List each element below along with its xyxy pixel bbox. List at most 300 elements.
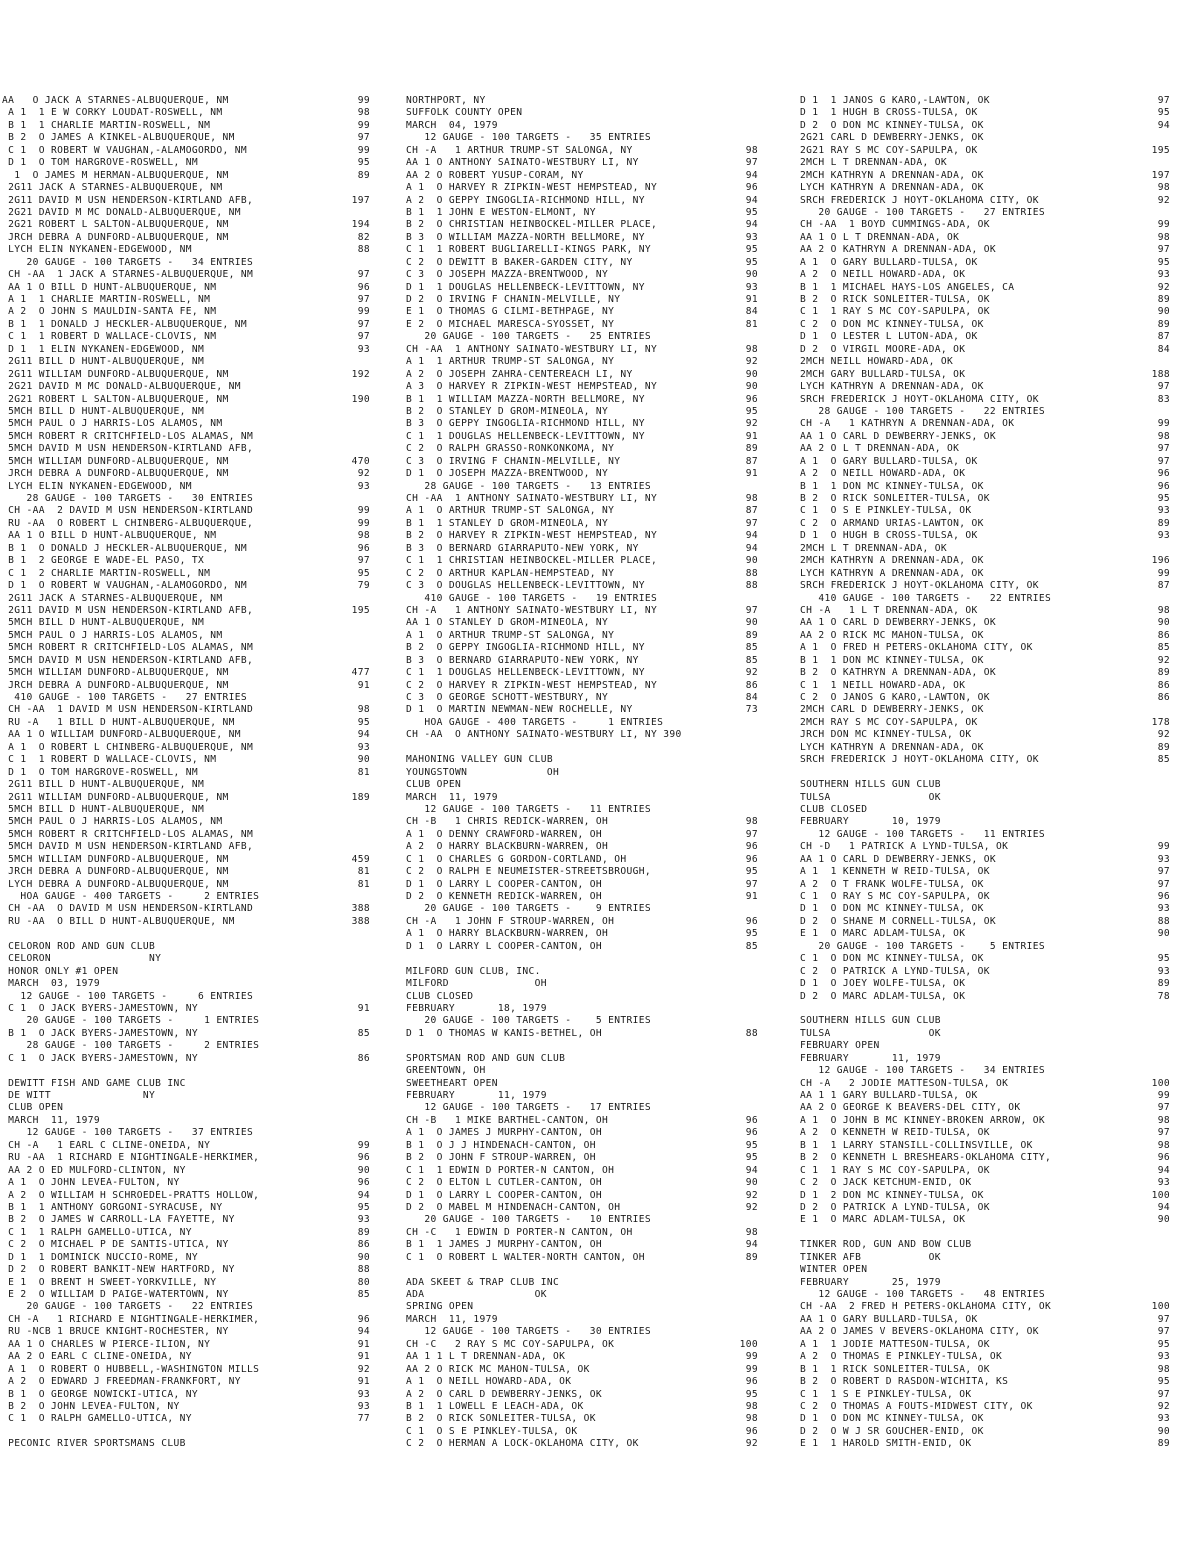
result-line	[2, 1190, 372, 1202]
score-value: 388	[351, 915, 370, 927]
score-value: 90	[357, 1164, 370, 1176]
score-value: 97	[357, 555, 370, 567]
line-text: C 1 O RALPH GAMELLO-UTICA, NY	[2, 1413, 192, 1425]
score-value: 99	[1157, 418, 1170, 430]
line-text: D 1 1 ELIN NYKANEN-EDGEWOOD, NM	[2, 343, 205, 355]
result-line	[2, 953, 372, 965]
result-line	[2, 456, 372, 468]
score-value: 97	[1157, 443, 1170, 455]
line-text: CH -AA 1 DAVID M USN HENDERSON-KIRTLAND	[2, 704, 254, 716]
result-line	[406, 107, 760, 119]
line-text: 410 GAUGE - 100 TARGETS - 19 ENTRIES	[406, 592, 658, 604]
line-text: C 1 O RAY S MC COY-SAPULPA, OK	[800, 891, 990, 902]
result-line	[406, 1003, 760, 1015]
line-text: SRCH FREDERICK J HOYT-OKLAHOMA CITY, OK	[800, 393, 1039, 405]
score-value: 93	[745, 231, 758, 243]
result-line	[406, 841, 760, 853]
score-value: 88	[745, 580, 758, 592]
result-line	[2, 1438, 372, 1450]
result-line	[2, 182, 372, 194]
score-value: 97	[745, 828, 758, 840]
score-value: 94	[357, 1326, 370, 1338]
result-line	[800, 481, 1172, 493]
line-text: C 1 1 RALPH GAMELLO-UTICA, NY	[2, 1226, 192, 1238]
line-text: AA 1 O CARL D DEWBERRY-JENKS, OK	[800, 430, 997, 442]
line-text: C 1 O CHARLES G GORDON-CORTLAND, OH	[406, 853, 627, 865]
score-value: 90	[357, 1251, 370, 1263]
score-value: 98	[1157, 1363, 1170, 1375]
result-line	[406, 95, 760, 107]
line-text: A 2 O NEILL HOWARD-ADA, OK	[800, 468, 966, 480]
line-text: LYCH KATHRYN A DRENNAN-ADA, OK	[800, 741, 984, 753]
line-text: D 1 O LARRY L COOPER-CANTON, OH	[406, 878, 603, 890]
result-line	[406, 1090, 760, 1102]
result-line	[406, 966, 760, 978]
score-value: 93	[357, 1400, 370, 1412]
line-text: E 2 O MICHAEL MARESCA-SYOSSET, NY	[406, 318, 615, 330]
result-line	[800, 443, 1172, 455]
line-text: CH -A 2 JODIE MATTESON-TULSA, OK	[800, 1077, 1009, 1089]
result-line	[800, 1202, 1172, 1214]
score-value: 99	[357, 119, 370, 131]
result-line	[2, 1028, 372, 1040]
line-text: 2MCH GARY BULLARD-TULSA, OK	[800, 368, 966, 380]
score-value: 91	[357, 1351, 370, 1363]
line-text: TULSA OK	[800, 1027, 941, 1039]
result-line	[2, 792, 372, 804]
score-value: 96	[745, 915, 758, 927]
result-line	[800, 617, 1172, 629]
score-value: 91	[357, 1338, 370, 1350]
line-text: D 1 O JOSEPH MAZZA-BRENTWOOD, NY	[406, 468, 609, 480]
result-line	[2, 431, 372, 443]
result-line	[800, 555, 1172, 567]
score-value: 99	[745, 1363, 758, 1375]
result-line	[406, 170, 760, 182]
result-line	[406, 555, 760, 567]
line-text: CH -AA 1 BOYD CUMMINGS-ADA, OK	[800, 219, 990, 231]
score-value: 86	[1157, 692, 1170, 703]
score-value: 89	[1157, 978, 1170, 990]
score-value: 85	[745, 642, 758, 654]
result-line	[800, 816, 1172, 828]
line-text: 2G21 DAVID M MC DONALD-ALBUQUERQUE, NM	[2, 381, 241, 393]
line-text: 2MCH RAY S MC COY-SAPULPA, OK	[800, 716, 978, 728]
line-text: 20 GAUGE - 100 TARGETS - 1 ENTRIES	[2, 1015, 260, 1027]
line-text: 20 GAUGE - 100 TARGETS - 27 ENTRIES	[800, 206, 1046, 218]
line-text: GREENTOWN, OH	[406, 1065, 486, 1077]
result-line	[800, 1040, 1172, 1052]
line-text: 12 GAUGE - 100 TARGETS - 48 ENTRIES	[800, 1289, 1046, 1300]
result-line	[406, 394, 760, 406]
line-text: CELORON NY	[2, 953, 162, 965]
result-line	[406, 306, 760, 318]
score-value: 196	[1151, 555, 1170, 567]
line-text: RU -AA 1 RICHARD E NIGHTINGALE-HERKIMER,	[2, 1152, 260, 1164]
result-line	[2, 767, 372, 779]
score-value: 98	[1157, 1139, 1170, 1151]
result-line	[2, 1165, 372, 1177]
line-text: AA 2 O RICK MC MAHON-TULSA, OK	[800, 629, 984, 641]
line-text: CH -C 1 EDWIN D PORTER-N CANTON, OH	[406, 1226, 633, 1238]
line-text: B 1 1 DON MC KINNEY-TULSA, OK	[800, 654, 984, 666]
result-line	[2, 655, 372, 667]
score-value: 95	[1157, 1376, 1170, 1388]
result-line	[800, 704, 1172, 716]
line-text: C 2 O RALPH GRASSO-RONKONKOMA, NY	[406, 443, 615, 455]
result-line	[406, 1277, 760, 1289]
line-text: C 1 1 EDWIN D PORTER-N CANTON, OH	[406, 1164, 615, 1176]
score-value: 93	[1157, 965, 1170, 977]
score-value: 97	[1157, 878, 1170, 890]
line-text: WINTER OPEN	[800, 1264, 868, 1276]
line-text: 12 GAUGE - 100 TARGETS - 6 ENTRIES	[2, 990, 254, 1002]
result-line	[800, 841, 1172, 853]
line-text: 5MCH BILL D HUNT-ALBUQUERQUE, NM	[2, 803, 205, 815]
line-text: B 2 O RICK SONLEITER-TULSA, OK	[800, 294, 990, 305]
result-line	[800, 779, 1172, 791]
result-line	[406, 1376, 760, 1388]
score-value: 84	[1157, 343, 1170, 355]
score-value: 90	[745, 381, 758, 393]
line-text: AA 1 O BILL D HUNT-ALBUQUERQUE, NM	[2, 281, 217, 293]
score-value: 89	[1157, 1438, 1170, 1450]
result-line	[800, 182, 1172, 194]
score-value: 93	[1157, 530, 1170, 542]
line-text: CH -A 1 KATHRYN A DRENNAN-ADA, OK	[800, 418, 1015, 430]
score-value: 93	[1157, 269, 1170, 281]
line-text: AA 2 O L T DRENNAN-ADA, OK	[800, 443, 960, 455]
result-line	[800, 195, 1172, 207]
line-text: AA 1 O CHARLES W PIERCE-ILION, NY	[2, 1338, 211, 1350]
result-line	[2, 1364, 372, 1376]
result-line	[406, 543, 760, 555]
result-line	[406, 207, 760, 219]
result-line	[406, 219, 760, 231]
line-text: D 2 O KENNETH REDICK-WARREN, OH	[406, 891, 603, 902]
result-line	[800, 580, 1172, 592]
result-line	[2, 1140, 372, 1152]
line-text: B 1 1 CHARLIE MARTIN-ROSWELL, NM	[2, 119, 211, 131]
line-text: 12 GAUGE - 100 TARGETS - 11 ENTRIES	[406, 803, 652, 815]
line-text: B 2 O RICK SONLEITER-TULSA, OK	[800, 493, 990, 504]
result-line	[2, 568, 372, 580]
line-text: E 1 O THOMAS G CILMI-BETHPAGE, NY	[406, 306, 615, 318]
result-line	[2, 418, 372, 430]
line-text: A 1 O FRED H PETERS-OKLAHOMA CITY, OK	[800, 642, 1033, 654]
result-line	[406, 680, 760, 692]
result-line	[2, 717, 372, 729]
line-text: 2G21 CARL D DEWBERRY-JENKS, OK	[800, 132, 984, 144]
result-line	[800, 493, 1172, 505]
line-text: CH -AA 1 ANTHONY SAINATO-WESTBURY LI, NY	[406, 343, 658, 355]
score-value: 98	[745, 144, 758, 156]
result-line	[406, 1351, 760, 1363]
result-line	[406, 431, 760, 443]
line-text: 5MCH PAUL O J HARRIS-LOS ALAMOS, NM	[2, 418, 223, 430]
score-value: 96	[745, 853, 758, 865]
result-line	[2, 1401, 372, 1413]
result-line	[2, 1277, 372, 1289]
score-value: 98	[1157, 1114, 1170, 1126]
result-line	[406, 804, 760, 816]
line-text: A 1 O DENNY CRAWFORD-WARREN, OH	[406, 828, 603, 840]
line-text: MARCH 04, 1979	[406, 119, 498, 131]
result-line	[800, 891, 1172, 903]
line-text: C 2 O ELTON L CUTLER-CANTON, OH	[406, 1177, 603, 1189]
result-line	[2, 282, 372, 294]
score-value: 88	[745, 567, 758, 579]
result-line	[800, 468, 1172, 480]
score-value: 96	[357, 281, 370, 293]
line-text: 2G11 JACK A STARNES-ALBUQUERQUE, NM	[2, 592, 223, 604]
result-line	[800, 1078, 1172, 1090]
line-text: JRCH DEBRA A DUNFORD-ALBUQUERQUE, NM	[2, 231, 229, 243]
result-line	[406, 854, 760, 866]
score-value: 73	[745, 704, 758, 716]
result-line	[800, 319, 1172, 331]
line-text: 410 GAUGE - 100 TARGETS - 22 ENTRIES	[800, 592, 1052, 604]
score-value: 99	[1157, 841, 1170, 853]
score-value: 95	[1157, 953, 1170, 965]
line-text: C 3 O GEORGE SCHOTT-WESTBURY, NY	[406, 692, 609, 703]
score-value: 90	[1157, 928, 1170, 940]
result-line	[406, 344, 760, 356]
line-text: SRCH FREDERICK J HOYT-OKLAHOMA CITY, OK	[800, 754, 1039, 766]
result-line	[2, 157, 372, 169]
score-value: 97	[745, 878, 758, 890]
score-value: 194	[351, 219, 370, 231]
result-line	[800, 941, 1172, 953]
score-value: 93	[357, 741, 370, 753]
line-text: FEBRUARY 18, 1979	[406, 1002, 547, 1014]
result-line	[2, 207, 372, 219]
line-text: 2G11 WILLIAM DUNFORD-ALBUQUERQUE, NM	[2, 368, 229, 380]
line-text: AA 2 O GEORGE K BEAVERS-DEL CITY, OK	[800, 1102, 1021, 1114]
line-text: MARCH 03, 1979	[2, 978, 101, 990]
score-value: 93	[1157, 1351, 1170, 1363]
line-text: A 2 O WILLIAM H SCHROEDEL-PRATTS HOLLOW,	[2, 1189, 260, 1201]
result-line	[406, 493, 760, 505]
result-line	[2, 555, 372, 567]
result-line	[406, 729, 760, 741]
line-text: D 2 O MARC ADLAM-TULSA, OK	[800, 990, 966, 1002]
line-text: CELORON ROD AND GUN CLUB	[2, 940, 156, 952]
result-line	[2, 505, 372, 517]
score-value: 96	[745, 841, 758, 853]
result-line	[800, 1364, 1172, 1376]
line-text: C 1 1 ROBERT BUGLIARELLI-KINGS PARK, NY	[406, 244, 652, 256]
result-line	[406, 1115, 760, 1127]
result-line	[406, 1165, 760, 1177]
line-text: C 1 1 DOUGLAS HELLENBECK-LEVITTOWN, NY	[406, 430, 645, 442]
score-value: 82	[357, 231, 370, 243]
line-text: SOUTHERN HILLS GUN CLUB	[800, 779, 941, 791]
result-line	[2, 1252, 372, 1264]
result-line	[800, 431, 1172, 443]
score-value: 98	[745, 1400, 758, 1412]
score-value: 85	[745, 940, 758, 952]
result-line	[406, 941, 760, 953]
result-line	[800, 344, 1172, 356]
result-line	[406, 1015, 760, 1027]
result-line	[2, 95, 372, 107]
score-value: 96	[357, 1177, 370, 1189]
score-value: 96	[745, 393, 758, 405]
score-value: 96	[357, 1152, 370, 1164]
result-line	[406, 1401, 760, 1413]
line-text: A 1 1 ARTHUR TRUMP-ST SALONGA, NY	[406, 356, 615, 368]
line-text: C 1 1 RAY S MC COY-SAPULPA, OK	[800, 306, 990, 318]
score-value: 90	[1157, 617, 1170, 629]
score-value: 90	[1157, 1214, 1170, 1226]
line-text: LYCH DEBRA A DUNFORD-ALBUQUERQUE, NM	[2, 878, 229, 890]
result-line	[406, 1152, 760, 1164]
line-text: C 1 O DON MC KINNEY-TULSA, OK	[800, 953, 984, 965]
line-text: NORTHPORT, NY	[406, 95, 486, 106]
score-value: 95	[745, 1139, 758, 1151]
score-value: 99	[357, 517, 370, 529]
line-text: D 1 O LARRY L COOPER-CANTON, OH	[406, 1189, 603, 1201]
score-value: 99	[1157, 219, 1170, 231]
line-text: FEBRUARY 10, 1979	[800, 816, 941, 828]
line-text: A 2 O EDWARD J FREEDMAN-FRANKFORT, NY	[2, 1376, 241, 1388]
line-text: A 2 O JOSEPH ZAHRA-CENTEREACH LI, NY	[406, 368, 633, 380]
score-value: 93	[357, 1388, 370, 1400]
result-line	[800, 306, 1172, 318]
result-line	[800, 655, 1172, 667]
line-text: 5MCH DAVID M USN HENDERSON-KIRTLAND AFB,	[2, 443, 254, 455]
score-value: 85	[357, 1289, 370, 1300]
line-text: 410 GAUGE - 100 TARGETS - 27 ENTRIES	[2, 692, 248, 703]
score-value: 99	[1157, 1090, 1170, 1101]
line-text: 5MCH WILLIAM DUNFORD-ALBUQUERQUE, NM	[2, 667, 229, 679]
result-line	[800, 717, 1172, 729]
line-text: A 1 O ROBERT O HUBBELL,-WASHINGTON MILLS	[2, 1363, 260, 1375]
result-line	[2, 1177, 372, 1189]
line-text: AA 2 O ED MULFORD-CLINTON, NY	[2, 1164, 186, 1176]
score-value: 79	[357, 580, 370, 592]
line-text: A 2 O JOHN S MAULDIN-SANTA FE, NM	[2, 306, 217, 318]
score-value: 87	[1157, 580, 1170, 592]
score-value: 92	[745, 1438, 758, 1450]
score-value: 94	[357, 1189, 370, 1201]
score-value: 91	[745, 294, 758, 305]
line-text: B 2 O JAMES W CARROLL-LA FAYETTE, NY	[2, 1214, 235, 1226]
line-text: CH -AA O ANTHONY SAINATO-WESTBURY LI, NY 390	[406, 729, 682, 741]
line-text: CLUB OPEN	[2, 1102, 64, 1114]
score-value: 97	[1157, 1388, 1170, 1400]
result-line	[2, 1152, 372, 1164]
line-text: 12 GAUGE - 100 TARGETS - 11 ENTRIES	[800, 828, 1046, 840]
result-line	[406, 928, 760, 940]
line-text: 12 GAUGE - 100 TARGETS - 34 ENTRIES	[800, 1065, 1046, 1077]
line-text: RU -AA O BILL D HUNT-ALBUQUERQUE, NM	[2, 915, 235, 927]
score-value: 95	[745, 244, 758, 256]
line-text: AA 2 O JAMES V BEVERS-OKLAHOMA CITY, OK	[800, 1326, 1039, 1338]
line-text: C 2 O MICHAEL P DE SANTIS-UTICA, NY	[2, 1239, 229, 1251]
result-line	[800, 928, 1172, 940]
line-text: SRCH FREDERICK J HOYT-OKLAHOMA CITY, OK	[800, 194, 1039, 206]
score-value: 86	[1157, 629, 1170, 641]
score-value: 93	[1157, 505, 1170, 517]
line-text: B 1 1 LARRY STANSILL-COLLINSVILLE, OK	[800, 1139, 1033, 1151]
line-text: C 3 O DOUGLAS HELLENBECK-LEVITTOWN, NY	[406, 580, 645, 592]
result-line	[406, 1214, 760, 1226]
result-line	[406, 816, 760, 828]
result-line	[2, 306, 372, 318]
line-text: 2G11 DAVID M USN HENDERSON-KIRTLAND AFB,	[2, 604, 254, 616]
result-line	[2, 605, 372, 617]
result-line	[2, 394, 372, 406]
score-value: 477	[351, 667, 370, 679]
score-value: 95	[745, 405, 758, 417]
score-value: 92	[745, 667, 758, 679]
result-line	[800, 866, 1172, 878]
score-value: 96	[1157, 468, 1170, 480]
line-text: 28 GAUGE - 100 TARGETS - 2 ENTRIES	[2, 1040, 260, 1052]
result-line	[406, 704, 760, 716]
line-text: CH -B 1 CHRIS REDICK-WARREN, OH	[406, 816, 609, 828]
line-text: AA 1 O CARL D DEWBERRY-JENKS, OK	[800, 853, 997, 865]
line-text: LYCH KATHRYN A DRENNAN-ADA, OK	[800, 182, 984, 194]
result-line	[800, 667, 1172, 679]
score-value: 97	[745, 157, 758, 169]
score-value: 97	[357, 331, 370, 343]
result-line	[800, 767, 1172, 779]
score-value: 97	[745, 517, 758, 529]
result-line	[2, 257, 372, 269]
result-line	[800, 1140, 1172, 1152]
line-text: JRCH DEBRA A DUNFORD-ALBUQUERQUE, NM	[2, 679, 229, 691]
line-text: CH -C 2 RAY S MC COY-SAPULPA, OK	[406, 1338, 615, 1350]
line-text: A 1 O HARVEY R ZIPKIN-WEST HEMPSTEAD, NY	[406, 182, 658, 194]
result-line	[800, 1152, 1172, 1164]
line-text: 5MCH PAUL O J HARRIS-LOS ALAMOS, NM	[2, 816, 223, 828]
result-line	[2, 244, 372, 256]
score-value: 189	[351, 791, 370, 803]
result-line	[406, 244, 760, 256]
score-value: 98	[1157, 182, 1170, 194]
result-line	[800, 518, 1172, 530]
result-line	[800, 543, 1172, 555]
result-line	[800, 95, 1172, 107]
result-line	[2, 1053, 372, 1065]
result-line	[406, 1289, 760, 1301]
line-text: A 1 O ARTHUR TRUMP-ST SALONGA, NY	[406, 629, 615, 641]
result-line	[406, 195, 760, 207]
score-value: 89	[1157, 294, 1170, 305]
result-line	[800, 1015, 1172, 1027]
line-text: 28 GAUGE - 100 TARGETS - 30 ENTRIES	[2, 493, 254, 504]
score-value: 86	[745, 679, 758, 691]
result-line	[406, 593, 760, 605]
line-text: C 2 O DEWITT B BAKER-GARDEN CITY, NY	[406, 256, 633, 268]
result-line	[800, 742, 1172, 754]
result-line	[2, 195, 372, 207]
line-text: 2G21 RAY S MC COY-SAPULPA, OK	[800, 144, 978, 156]
result-line	[800, 269, 1172, 281]
result-line	[2, 580, 372, 592]
score-value: 93	[1157, 853, 1170, 865]
result-line	[2, 742, 372, 754]
line-text: B 2 O HARVEY R ZIPKIN-WEST HEMPSTEAD, NY	[406, 530, 658, 542]
line-text: D 1 O HUGH B CROSS-TULSA, OK	[800, 530, 978, 542]
line-text: 5MCH WILLIAM DUNFORD-ALBUQUERQUE, NM	[2, 455, 229, 467]
line-text: FEBRUARY OPEN	[800, 1040, 880, 1052]
result-line	[406, 120, 760, 132]
score-value: 89	[745, 1251, 758, 1263]
